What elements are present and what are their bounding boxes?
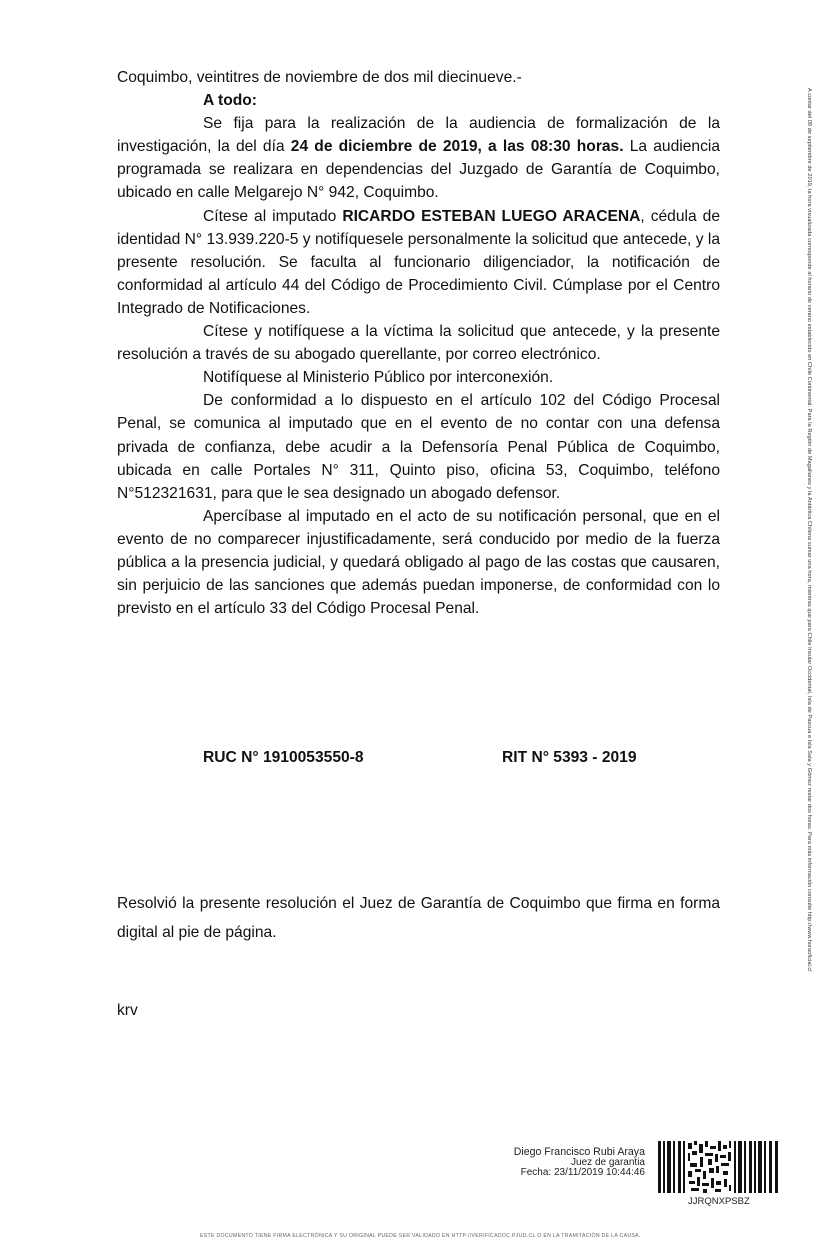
signature-date: Fecha: 23/11/2019 10:44:46 [520, 1167, 645, 1178]
timezone-side-note: A contar del 08 de septiembre de 2019, la hora visualizada corresponde al horario de verano establecido en Chile Continental. Para la Región de Magallanes y la Antártica Chilena sumar una hora, mientras que para Chile Insular Occidental, Isla de Pascua e Isla Sala y Gómez restar dos horas. Para más información consulte http://www.horaoficial.cl [806, 88, 812, 972]
defendant-name: RICARDO ESTEBAN LUEGO ARACENA [342, 207, 641, 225]
closing-paragraph: Resolvió la presente resolución el Juez de Garantía de Coquimbo que firma en forma digital al pie de página. [117, 895, 720, 941]
rit-number: RIT N° 5393 - 2019 [502, 749, 637, 766]
ruc-number: RUC N° 1910053550-8 [203, 749, 364, 766]
greeting: A todo: [203, 92, 257, 110]
verification-barcode [658, 1141, 780, 1193]
paragraph-hearing-date: Se fija para la realización de la audiencia de formalización de la investigación, la del día 24 de diciembre de 2019, a las 08:30 horas. La audiencia programada se realizara en dependencias del Juzgado de Garantía de Coquimbo, ubicado en calle Melgarejo N° 942, Coquimbo. [117, 115, 720, 202]
paragraph-defense: De conformidad a lo dispuesto en el artículo 102 del Código Procesal Penal, se comunica al imputado que en el evento de no contar con una defensa privada de confianza, debe acudir a la Defensoría Penal Pública de Coquimbo, ubicada en calle Portales N° 311, Quinto piso, oficina 53, Coquimbo, teléfono N°512321631, para que le sea designado un abogado defensor. [117, 392, 720, 502]
judge-role: Juez de garantia [571, 1156, 645, 1168]
verification-code: JJRQNXPSBZ [688, 1196, 750, 1207]
resolution-body [117, 66, 720, 620]
hearing-date: 24 de diciembre de 2019, a las 08:30 horas. [290, 138, 624, 156]
signature-block [462, 1147, 645, 1179]
judge-name: Diego Francisco Rubi Araya [513, 1146, 645, 1158]
paragraph-victim: Cítese y notifíquese a la víctima la solicitud que antecede, y la presente resolución a través de su abogado querellante, por correo electrónico. [117, 323, 720, 364]
paragraph-summon-defendant: Cítese al imputado RICARDO ESTEBAN LUEGO ARACENA, cédula de identidad N° 13.939.220-5 y notifíquesele personalmente la solicitud que antecede, y la presente resolución. Se faculta al funcionario diligenciador, la notificación de conformidad al artículo 44 del Código de Procedimiento Civil. Cúmplase por el Centro Integrado de Notificaciones. [117, 207, 720, 317]
electronic-signature-footer: ESTE DOCUMENTO TIENE FIRMA ELECTRÓNICA Y SU ORIGINAL PUEDE SER VALIDADO EN HTTP://VERIFICADOC.PJUD.CL O EN LA TRAMITACIÓN DE LA CAUSA. [200, 1233, 641, 1239]
paragraph-warning: Apercíbase al imputado en el acto de su notificación personal, que en el evento de no comparecer injustificadamente, será conducido por medio de la fuerza pública a la presencia judicial, y quedará obligado al pago de las costas que causaren, sin perjuicio de las sanciones que además puedan imponerse, de conformidad con lo previsto en el artículo 33 del Código Procesal Penal. [117, 507, 720, 618]
paragraph-prosecutor: Notifíquese al Ministerio Público por interconexión. [203, 369, 554, 387]
opening-line: Coquimbo, veintitres de noviembre de dos mil diecinueve.- [117, 69, 522, 86]
clerk-initials: krv [117, 1002, 138, 1019]
